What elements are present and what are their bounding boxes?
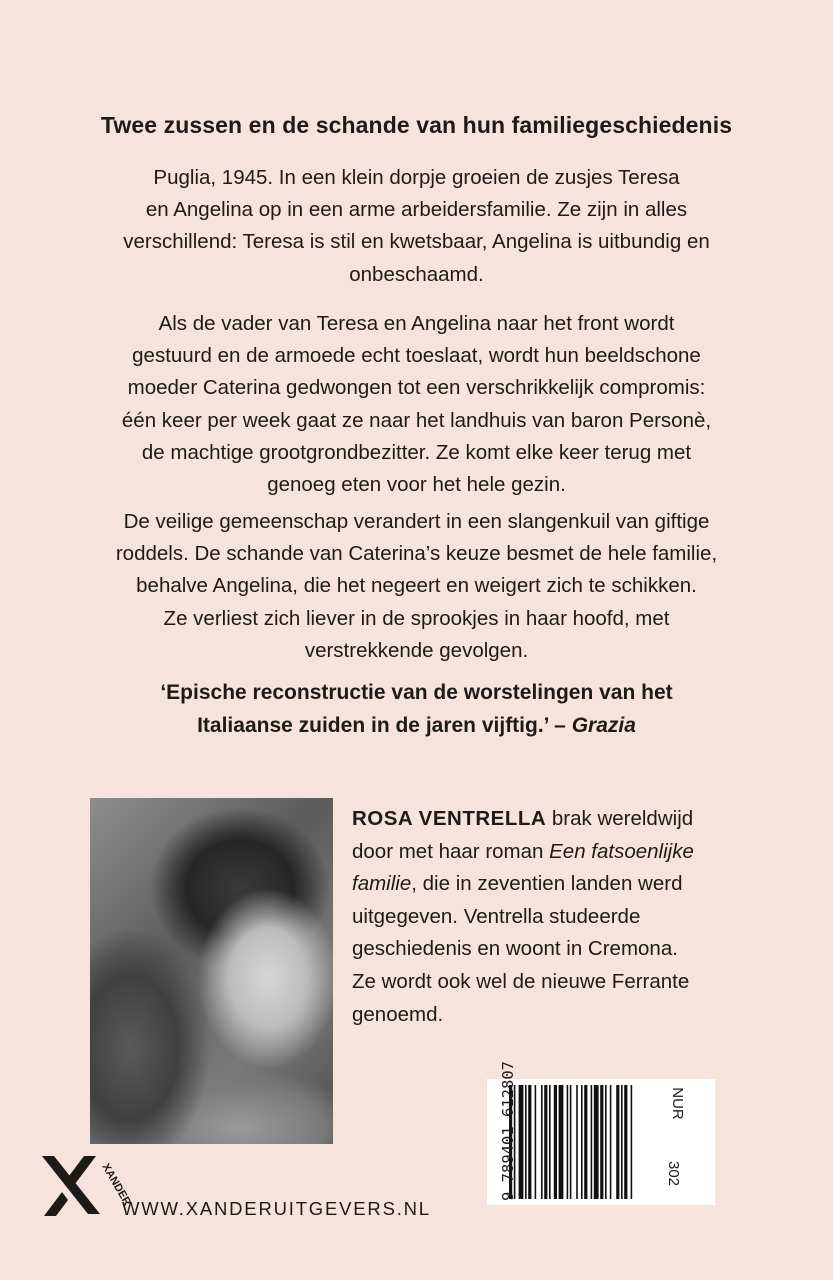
book-title: familie <box>352 872 412 896</box>
xander-x-icon <box>40 1146 134 1226</box>
quote-source: Grazia <box>571 714 636 737</box>
svg-text:XANDER: XANDER <box>99 1161 134 1208</box>
bio-line <box>352 868 772 901</box>
barcode-bar <box>584 1085 587 1199</box>
barcode-bar <box>605 1085 607 1199</box>
barcode-bar <box>528 1085 531 1199</box>
bio-text: , die in zeventien landen werd <box>411 872 683 896</box>
bio-line: Ze wordt ook wel de nieuwe Ferrante <box>352 969 690 993</box>
text-line: en Angelina op in een arme arbeidersfamilie. Ze zijn in alles <box>145 198 688 222</box>
back-cover-heading: Twee zussen en de schande van hun familiegeschiedenis <box>100 112 733 138</box>
review-quote <box>0 676 833 742</box>
barcode-bar <box>525 1085 527 1199</box>
bio-text: brak wereldwijd <box>546 807 694 830</box>
isbn-number: 9 789401 612807 <box>499 1061 517 1201</box>
bio-line: geschiedenis en woont in Cremona. <box>352 937 678 961</box>
bio-text: door met haar roman <box>352 839 550 863</box>
blurb-paragraph-2 <box>40 308 793 501</box>
text-line: Puglia, 1945. In een klein dorpje groeien de zusjes Teresa <box>153 166 680 189</box>
quote-line-1: ‘Epische reconstructie van de worstelingen van het <box>160 681 673 704</box>
barcode-bar <box>616 1085 619 1199</box>
barcode-bar <box>624 1085 627 1199</box>
barcode-bar <box>591 1085 593 1199</box>
barcode <box>487 1061 715 1205</box>
barcode-bar <box>544 1085 547 1199</box>
publisher-url[interactable]: WWW.XANDERUITGEVERS.NL <box>122 1198 431 1219</box>
barcode-bar <box>621 1085 623 1199</box>
text-line: onbeschaamd. <box>349 262 484 286</box>
barcode-bar <box>554 1085 557 1199</box>
book-title: Een fatsoenlijke <box>549 839 694 863</box>
barcode-bar <box>519 1085 524 1199</box>
barcode-bar <box>610 1085 612 1199</box>
blurb-paragraph-1 <box>40 162 793 291</box>
author-photo <box>90 798 333 1144</box>
barcode-bar <box>594 1085 599 1199</box>
barcode-bar <box>581 1085 583 1199</box>
bio-line <box>352 836 772 869</box>
barcode-bar <box>559 1085 564 1199</box>
barcode-bar <box>549 1085 551 1199</box>
nur-number: 302 <box>665 1160 683 1187</box>
barcode-bar <box>541 1085 543 1199</box>
barcode-bar <box>535 1085 537 1199</box>
author-name: ROSA VENTRELLA <box>352 807 547 830</box>
bio-line: genoemd. <box>352 1002 444 1026</box>
quote-line-2 <box>0 709 833 742</box>
barcode-bar <box>567 1085 569 1199</box>
barcode-bar <box>631 1085 633 1199</box>
bio-line: uitgegeven. Ventrella studeerde <box>352 904 641 928</box>
text-line: verstrekkende gevolgen. <box>304 638 529 662</box>
text-line: gestuurd en de armoede echt toeslaat, wordt hun beeldschone <box>132 344 701 368</box>
text-line: moeder Caterina gedwongen tot een verschrikkelijk compromis: <box>127 376 706 400</box>
barcode-bar <box>570 1085 572 1199</box>
text-line: de machtige grootgrondbezitter. Ze komt elke keer terug met <box>141 440 692 464</box>
text-line: behalve Angelina, die het negeert en weigert zich te schikken. <box>136 574 697 598</box>
nur-code <box>665 1083 695 1201</box>
text-line: genoeg eten voor het hele gezin. <box>267 473 566 497</box>
text-line: roddels. De schande van Caterina’s keuze besmet de hele familie, <box>115 542 718 566</box>
bio-line <box>352 803 772 836</box>
quote-text: Italiaanse zuiden in de jaren vijftig.’ – <box>197 714 572 737</box>
text-line: Ze verliest zich liever in de sprookjes in haar hoofd, met <box>163 606 670 630</box>
text-line: De veilige gemeenschap verandert in een slangenkuil van giftige <box>123 510 710 533</box>
barcode-bar <box>576 1085 578 1199</box>
barcode-bar <box>600 1085 603 1199</box>
text-line: verschillend: Teresa is stil en kwetsbaar, Angelina is uitbundig en <box>123 230 710 254</box>
blurb-paragraph-3 <box>40 506 793 667</box>
author-bio <box>352 803 772 1031</box>
text-line: één keer per week gaat ze naar het landhuis van baron Personè, <box>121 408 712 432</box>
xander-logo <box>40 1146 134 1226</box>
nur-label: NUR <box>668 1087 686 1120</box>
text-line: Als de vader van Teresa en Angelina naar het front wordt <box>158 312 675 335</box>
